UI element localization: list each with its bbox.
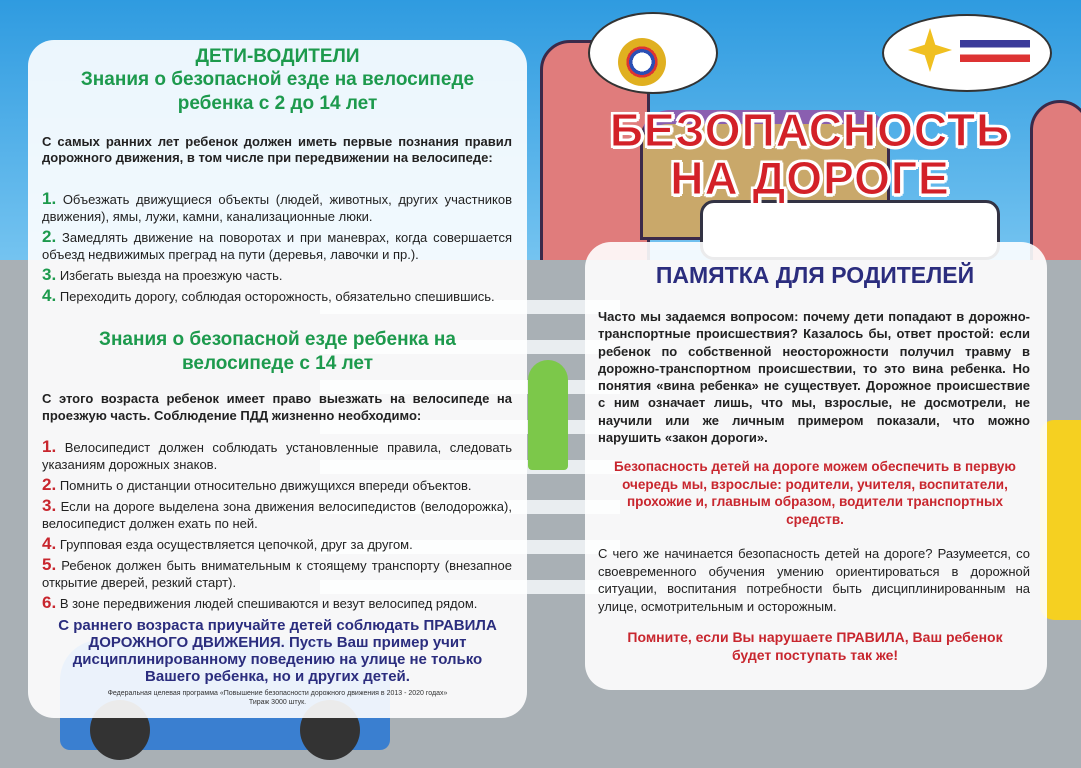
- item-number: 1.: [42, 189, 57, 208]
- list-item: [42, 594, 512, 612]
- item-text: В зоне передвижения людей спешиваются и везут велосипед рядом.: [59, 596, 478, 611]
- list-item: [42, 535, 512, 553]
- ministry-flag-icon: [960, 40, 1030, 62]
- item-number: 4.: [42, 286, 57, 305]
- list-item: [42, 556, 512, 591]
- item-text: Велосипедист должен соблюдать установленные правила, следовать указаниям дорожных знаков.: [42, 440, 512, 472]
- list-age-14: [42, 438, 512, 615]
- list-item: [42, 497, 512, 532]
- footer-program: Федеральная целевая программа «Повышение безопасности дорожного движения в 2013 - 2020 годах»: [107, 690, 448, 697]
- gibdd-emblem-icon: [618, 38, 666, 86]
- parents-red-statement: Безопасность детей на дороге можем обеспечить в первую очередь мы, взрослые: родители, учителя, воспитатели, прохожие и, главным образом, водители транспортных средств.: [614, 459, 1016, 527]
- item-text: Избегать выезда на проезжую часть.: [59, 268, 283, 283]
- title-line-2: НА ДОРОГЕ: [670, 152, 950, 205]
- parents-memo-heading: ПАМЯТКА ДЛЯ РОДИТЕЛЕЙ: [655, 262, 975, 288]
- heading-age-14: Знания о безопасной езде ребенка на велосипеде с 14 лет: [99, 329, 456, 374]
- item-number: 2.: [42, 227, 57, 246]
- title-line-1: БЕЗОПАСНОСТЬ: [609, 104, 1011, 156]
- parents-paragraph-1: Часто мы задаемся вопросом: почему дети попадают в дорожно-транспортные происшествия? Казалось бы, ответ простой: если ребенок по собственной неосторожности получил травму в дорожно-транспортном происшествии, то это вина ребенка. Но понятия «вина ребенка» не существует. Дорожное происшествие с ним означает лишь, что мы, взрослые, не досмотрели, не научили или же личным примером показали, что можно нарушить «закон дороги».: [598, 309, 1030, 446]
- item-text: Объезжать движущиеся объекты (людей, животных, других участников движения), ямы, лужи, камни, канализационные люки.: [42, 192, 512, 224]
- appeal-text: С раннего возраста приучайте детей соблюдать ПРАВИЛА ДОРОЖНОГО ДВИЖЕНИЯ. Пусть Ваш пример учит дисциплинированному поведению на улице не только Вашего ребенка, но и других детей.: [58, 617, 497, 685]
- item-text: Помнить о дистанции относительно движущихся впереди объектов.: [59, 478, 472, 493]
- list-item: [42, 228, 512, 263]
- list-item: [42, 438, 512, 473]
- intro-age-14: С этого возраста ребенок имеет право выезжать на велосипеде на проезжую часть. Соблюдение ПДД жизненно необходимо:: [42, 391, 512, 423]
- item-number: 1.: [42, 437, 57, 456]
- parents-paragraph-2: С чего же начинается безопасность детей на дороге? Разумеется, со своевременного обучения умению ориентироваться в дорожной ситуации, воспитания потребности быть дисциплинированным на улице, осмотрительным и осторожным.: [598, 546, 1030, 614]
- item-number: 6.: [42, 593, 57, 612]
- item-number: 4.: [42, 534, 57, 553]
- item-number: 3.: [42, 496, 57, 515]
- child-figure: [528, 360, 568, 470]
- footer-circulation: Тираж 3000 штук.: [248, 699, 307, 706]
- list-item: [42, 287, 512, 305]
- item-text: Если на дороге выделена зона движения велосипедистов (велодорожка), велосипедист должен ехать по ней.: [42, 499, 512, 531]
- item-text: Переходить дорогу, соблюдая осторожность, обязательно спешившись.: [59, 289, 495, 304]
- item-text: Групповая езда осуществляется цепочкой, друг за другом.: [59, 537, 413, 552]
- intro-age-2-14: С самых ранних лет ребенок должен иметь первые познания правил дорожного движения, в том числе при передвижении на велосипеде:: [42, 134, 512, 165]
- list-age-2-14: [42, 190, 512, 308]
- list-item: [42, 266, 512, 284]
- item-text: Замедлять движение на поворотах и при маневрах, когда совершается объезд недвижимых преград на пути (деревья, лавочки и пр.).: [42, 230, 512, 262]
- heading-age-2-14: Знания о безопасной езде на велосипеде ребенка с 2 до 14 лет: [80, 69, 475, 114]
- list-item: [42, 476, 512, 494]
- item-number: 2.: [42, 475, 57, 494]
- heading-children-drivers: ДЕТИ-ВОДИТЕЛИ: [195, 46, 360, 67]
- item-number: 5.: [42, 555, 57, 574]
- poster-title: [600, 106, 1020, 203]
- parents-reminder: Помните, если Вы нарушаете ПРАВИЛА, Ваш ребенок будет поступать так же!: [627, 629, 1003, 663]
- item-text: Ребенок должен быть внимательным к стоящему транспорту (внезапное открытие дверей, резкий старт).: [42, 558, 512, 590]
- item-number: 3.: [42, 265, 57, 284]
- list-item: [42, 190, 512, 225]
